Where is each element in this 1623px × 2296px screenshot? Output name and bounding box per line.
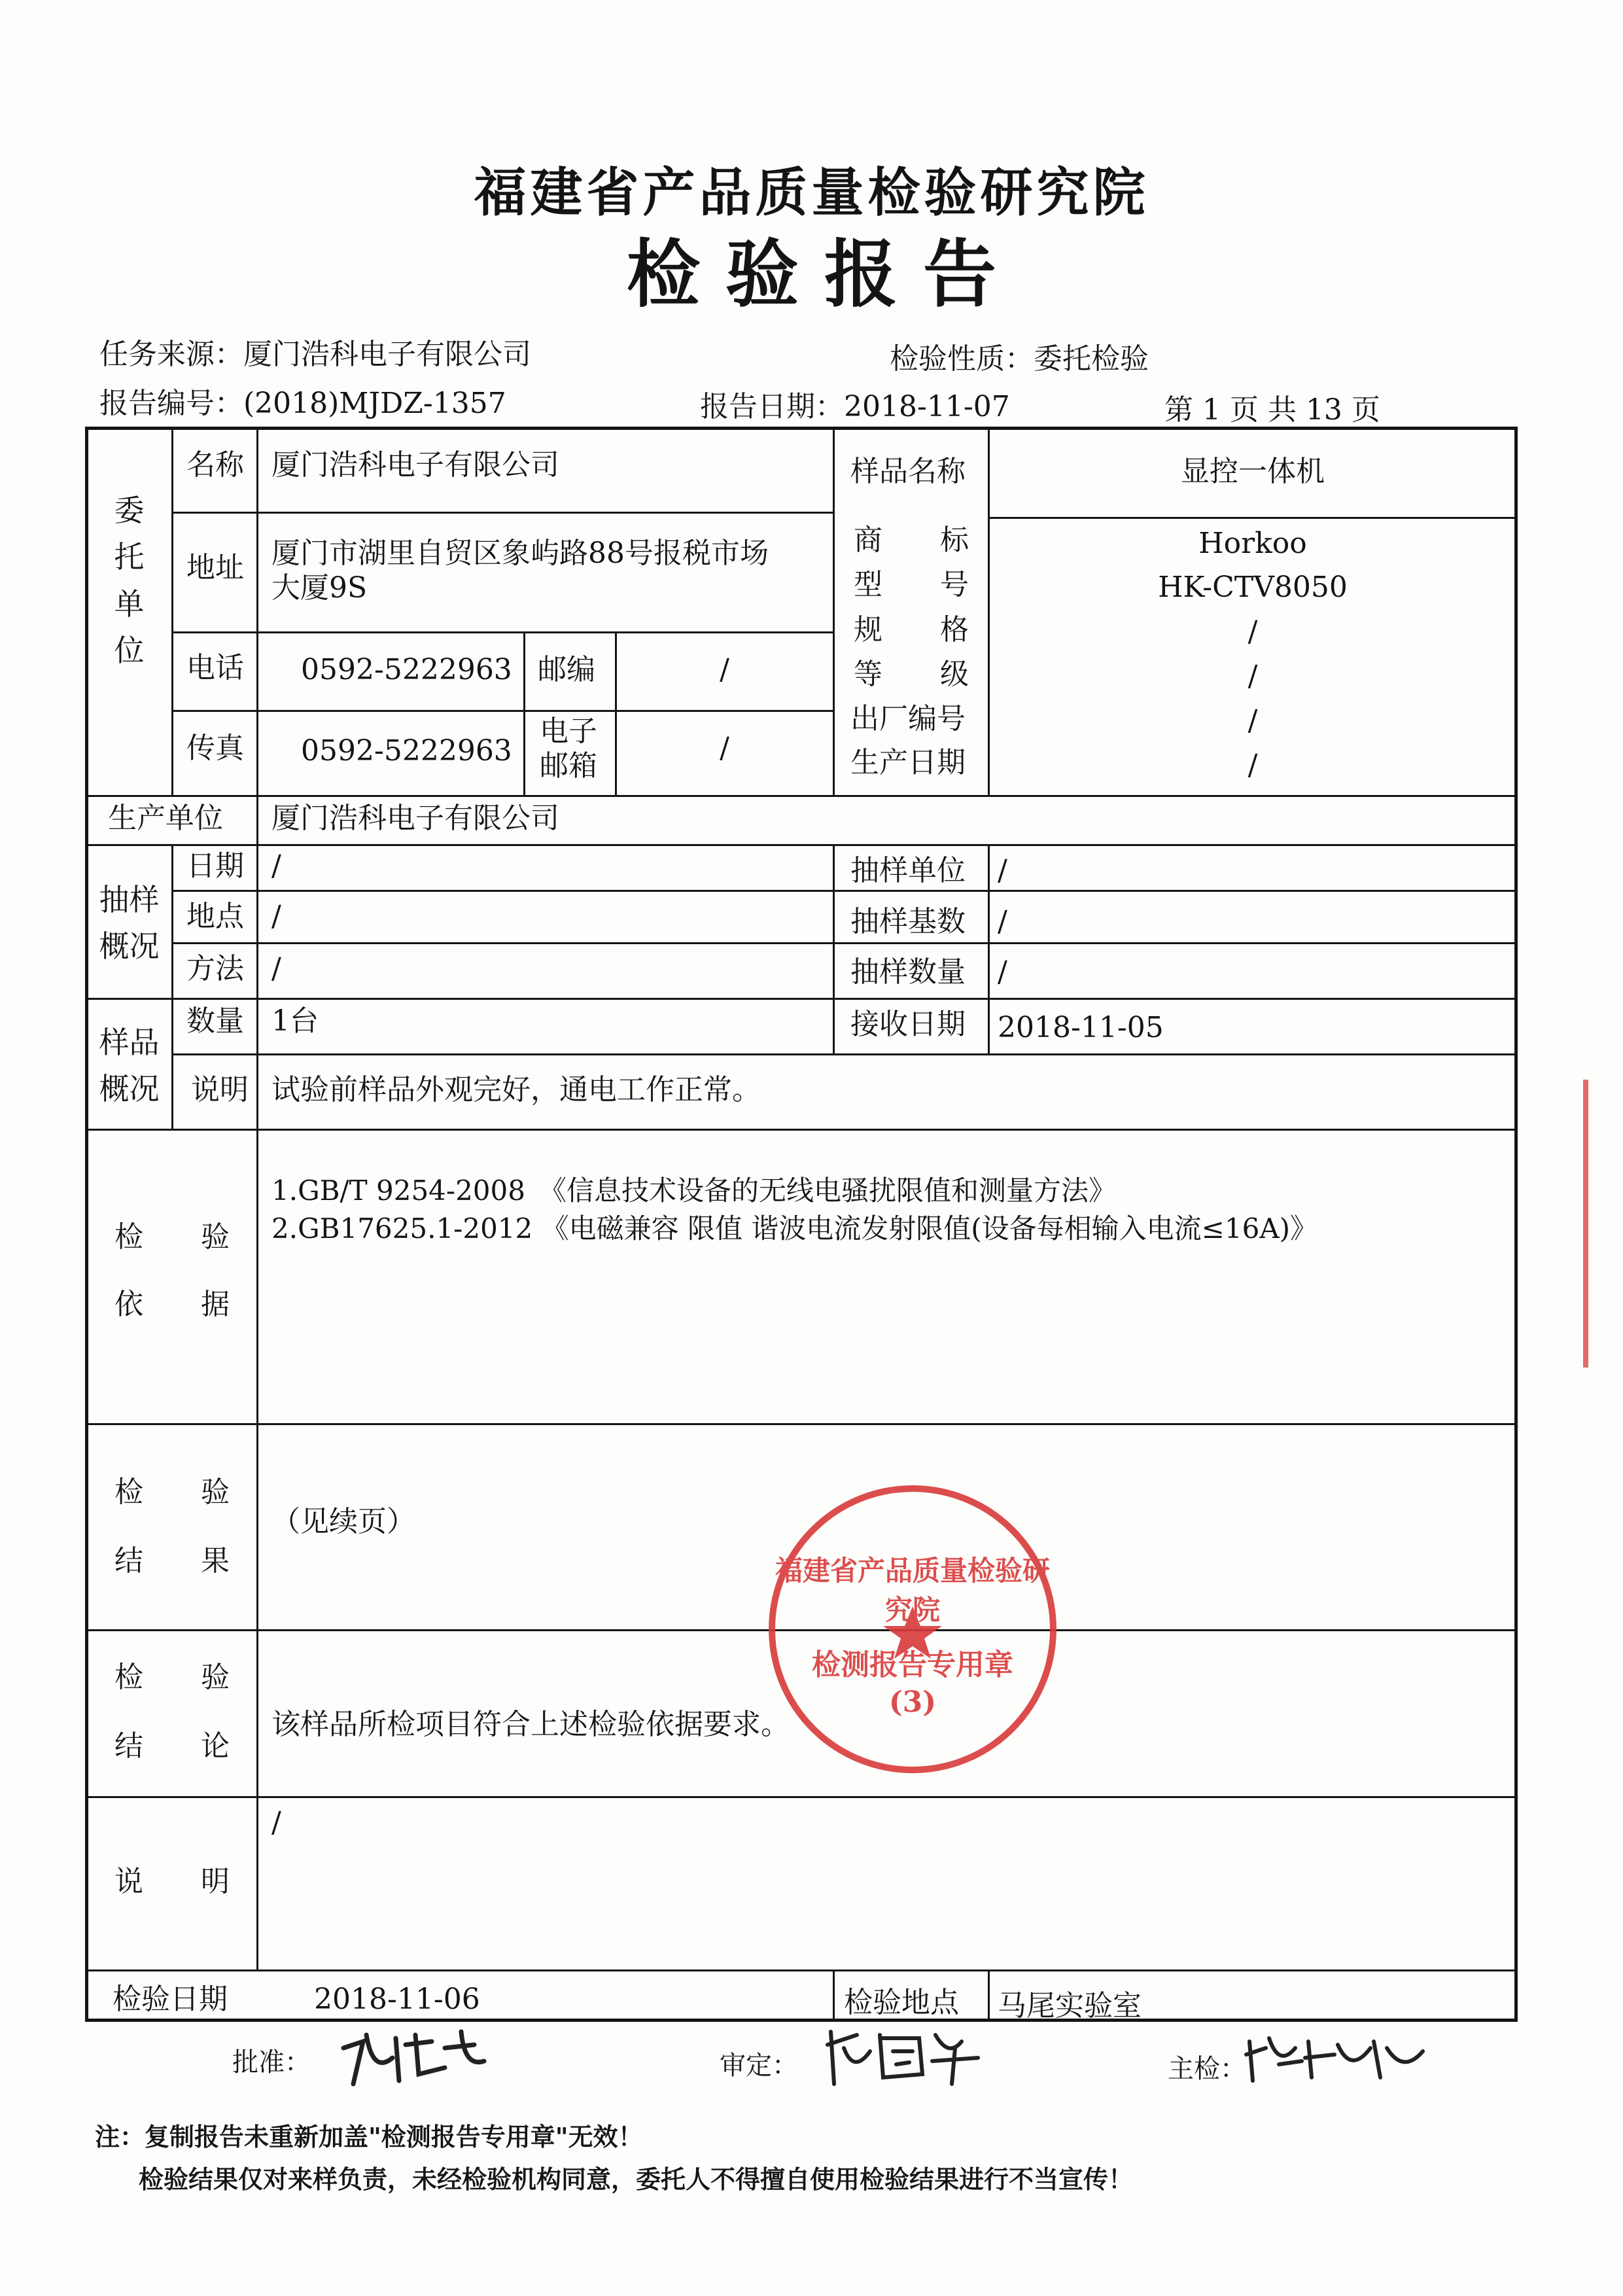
note-line-1: 注：复制报告未重新加盖"检测报告专用章"无效！ bbox=[95, 2122, 643, 2151]
review-label: 审定： bbox=[720, 2051, 798, 2081]
result-label-l2: 结 果 bbox=[114, 1544, 230, 1578]
seal-middle-text: 检测报告专用章 bbox=[812, 1648, 1013, 1682]
sampling-method-value: / bbox=[271, 952, 281, 985]
client-section-text: 委托单位 bbox=[114, 493, 145, 668]
conclusion-label-l2: 结 论 bbox=[114, 1729, 230, 1763]
seal-top-text: 福建省产品质量检验研究院 bbox=[775, 1555, 1051, 1626]
result-value: （见续页） bbox=[271, 1505, 415, 1538]
client-email-label-l2: 邮箱 bbox=[540, 749, 597, 783]
nature-label: 检验性质： bbox=[890, 342, 1034, 376]
main-inspector-signature bbox=[1240, 2028, 1429, 2098]
client-email-value: / bbox=[720, 732, 729, 765]
sampling-unit-label: 抽样单位 bbox=[850, 854, 966, 887]
main-inspector-label: 主检： bbox=[1168, 2054, 1246, 2084]
receive-date-value: 2018-11-05 bbox=[998, 1011, 1164, 1044]
basis-label-l2: 依 据 bbox=[114, 1288, 230, 1321]
sample-name-label: 样品名称 bbox=[850, 455, 966, 488]
report-date bbox=[700, 383, 1010, 425]
sampling-place-label: 地点 bbox=[186, 900, 244, 933]
edge-stamp bbox=[1583, 1080, 1623, 1368]
trademark-label: 商 标 bbox=[854, 523, 969, 557]
receive-date-label: 接收日期 bbox=[850, 1008, 966, 1041]
client-address-l1: 厦门市湖里自贸区象屿路88号报税市场 bbox=[271, 537, 769, 570]
sampling-section-label bbox=[92, 877, 167, 970]
sampling-date-label: 日期 bbox=[186, 849, 244, 883]
official-seal bbox=[769, 1485, 1056, 1773]
client-fax-label: 传真 bbox=[186, 732, 244, 765]
seal-bottom-text: (3) bbox=[888, 1686, 937, 1719]
basis-item-2: 2.GB17625.1-2012 《电磁兼容 限值 谐波电流发射限值(设备每相输入电流≤16A)》 bbox=[271, 1212, 1318, 1245]
client-postcode-label: 邮编 bbox=[538, 653, 595, 686]
sample-status-l2: 概况 bbox=[99, 1071, 160, 1107]
sampling-method-label: 方法 bbox=[186, 952, 244, 985]
sample-desc-value: 试验前样品外观完好，通电工作正常。 bbox=[271, 1073, 761, 1106]
inspection-date-label: 检验日期 bbox=[113, 1983, 228, 2016]
producer-value: 厦门浩科电子有限公司 bbox=[271, 802, 559, 835]
note-line-2: 检验结果仅对来样负责，未经检验机构同意，委托人不得擅自使用检验结果进行不当宣传！ bbox=[139, 2164, 1134, 2194]
client-section-label bbox=[92, 487, 167, 674]
sample-name-value: 显控一体机 bbox=[1181, 455, 1325, 488]
sampling-base-label: 抽样基数 bbox=[850, 905, 966, 938]
prod-date-value: / bbox=[1248, 749, 1258, 782]
sampling-base-value: / bbox=[998, 905, 1007, 938]
prod-date-label: 生产日期 bbox=[850, 746, 966, 779]
client-name-value: 厦门浩科电子有限公司 bbox=[271, 448, 559, 482]
client-fax-value: 0592-5222963 bbox=[301, 734, 512, 768]
basis-item-1: 1.GB/T 9254-2008 《信息技术设备的无线电骚扰限值和测量方法》 bbox=[271, 1174, 1116, 1207]
sampling-label-l2: 概况 bbox=[99, 928, 160, 964]
sample-qty-value: 1台 bbox=[271, 1004, 319, 1038]
inspection-date-value: 2018-11-06 bbox=[314, 1983, 480, 2016]
model-label: 型 号 bbox=[854, 568, 969, 601]
result-label-l1: 检 验 bbox=[114, 1475, 230, 1509]
report-date-value: 2018-11-07 bbox=[844, 390, 1010, 423]
client-phone-label: 电话 bbox=[186, 651, 244, 684]
sample-status-l1: 样品 bbox=[99, 1025, 160, 1060]
grade-value: / bbox=[1248, 660, 1258, 693]
task-source bbox=[99, 330, 531, 372]
client-address-l2: 大厦9S bbox=[271, 571, 368, 605]
report-no-value: (2018)MJDZ-1357 bbox=[243, 387, 506, 420]
serial-value: / bbox=[1248, 704, 1258, 737]
conclusion-label-l1: 检 验 bbox=[114, 1661, 230, 1694]
approver-signature bbox=[334, 2022, 491, 2104]
task-source-value: 厦门浩科电子有限公司 bbox=[243, 338, 531, 371]
model-value: HK-CTV8050 bbox=[1158, 571, 1348, 604]
remarks-value: / bbox=[271, 1806, 281, 1839]
grade-label: 等 级 bbox=[854, 658, 969, 691]
conclusion-value: 该样品所检项目符合上述检验依据要求。 bbox=[271, 1708, 790, 1741]
sample-qty-label: 数量 bbox=[186, 1004, 244, 1038]
spec-value: / bbox=[1248, 615, 1258, 648]
inspection-place-value: 马尾实验室 bbox=[998, 1989, 1142, 2022]
spec-label: 规 格 bbox=[854, 613, 969, 646]
inspection-place-label: 检验地点 bbox=[844, 1986, 959, 2019]
institute-name: 福建省产品质量检验研究院 bbox=[474, 162, 1149, 223]
trademark-value: Horkoo bbox=[1198, 527, 1307, 560]
sample-status-section-label bbox=[92, 1019, 167, 1113]
sample-desc-label: 说明 bbox=[191, 1073, 249, 1106]
sampling-qty-value: / bbox=[998, 955, 1007, 989]
sampling-unit-value: / bbox=[998, 854, 1007, 887]
page-info: 第 1 页 共 13 页 bbox=[1164, 393, 1380, 427]
nature-value: 委托检验 bbox=[1034, 342, 1149, 376]
report-date-label: 报告日期： bbox=[700, 390, 844, 423]
sampling-date-value: / bbox=[271, 849, 281, 883]
sampling-label-l1: 抽样 bbox=[99, 882, 160, 917]
approve-label: 批准： bbox=[232, 2047, 311, 2077]
sampling-place-value: / bbox=[271, 900, 281, 933]
client-email-label-l1: 电子 bbox=[540, 715, 597, 748]
report-title: 检 验 报 告 bbox=[627, 232, 996, 317]
client-name-label: 名称 bbox=[186, 448, 244, 482]
inspection-nature bbox=[890, 335, 1149, 377]
remarks-label: 说 明 bbox=[114, 1865, 230, 1898]
client-phone-value: 0592-5222963 bbox=[301, 653, 512, 686]
sampling-qty-label: 抽样数量 bbox=[850, 955, 966, 989]
report-number bbox=[99, 380, 506, 421]
reviewer-signature bbox=[818, 2022, 988, 2098]
producer-label: 生产单位 bbox=[108, 802, 223, 835]
client-address-label: 地址 bbox=[186, 551, 244, 584]
basis-label-l1: 检 验 bbox=[114, 1220, 230, 1254]
report-no-label: 报告编号： bbox=[99, 387, 243, 420]
task-source-label: 任务来源： bbox=[99, 338, 243, 371]
serial-label: 出厂编号 bbox=[850, 702, 966, 735]
client-postcode-value: / bbox=[720, 653, 729, 686]
